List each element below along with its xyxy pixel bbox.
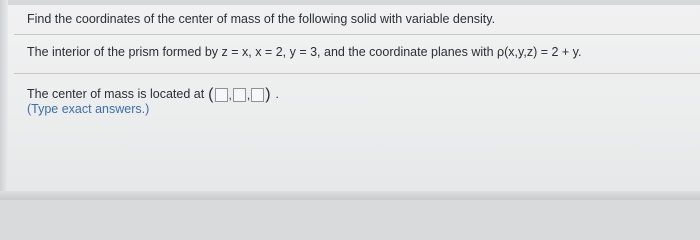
answer-input-x[interactable]: [215, 88, 228, 102]
problem-statement: The interior of the prism formed by z = x, x = 2, y = 3, and the coordinate planes with ρ(x,y,z) = 2 + y.: [27, 45, 582, 59]
screen-frame-left: [0, 0, 8, 200]
comma-separator: ,: [246, 87, 251, 102]
answer-line: [27, 87, 279, 102]
comma-separator: ,: [228, 87, 232, 102]
question-divider-top: [14, 34, 700, 35]
screen-frame-bottom: [0, 191, 700, 200]
answer-label: The center of mass is located at: [27, 87, 205, 101]
screen-frame-top: [0, 0, 700, 5]
open-parenthesis: (: [208, 86, 214, 103]
answer-hint: (Type exact answers.): [27, 102, 150, 116]
answer-input-z[interactable]: [251, 88, 264, 102]
answer-divider: [14, 73, 700, 74]
period: .: [275, 87, 279, 101]
question-prompt: Find the coordinates of the center of mass of the following solid with variable density.: [27, 12, 496, 26]
answer-input-y[interactable]: [233, 88, 246, 102]
close-parenthesis: ): [265, 86, 271, 103]
